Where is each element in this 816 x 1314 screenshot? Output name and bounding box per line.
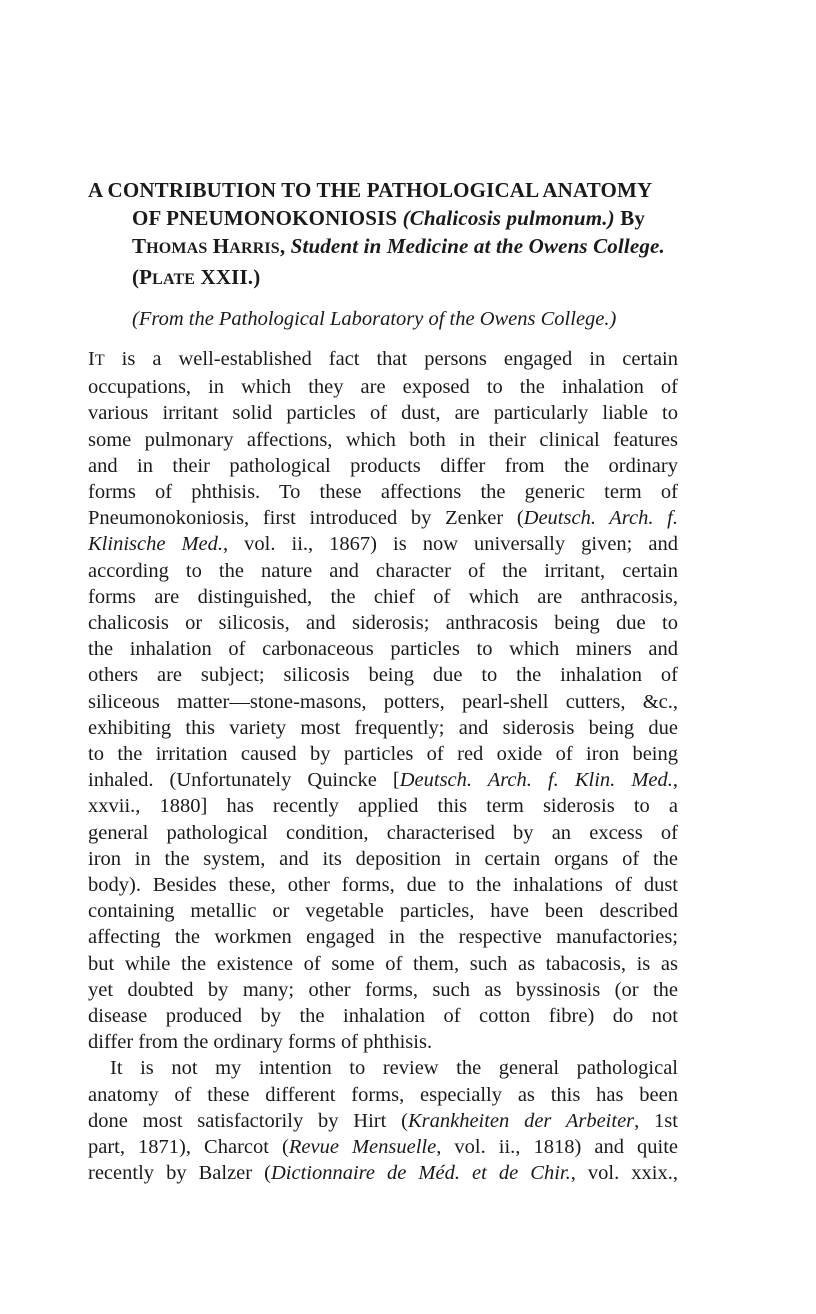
- citation-title: Deutsch. Arch. f.: [523, 507, 678, 530]
- title-latin-name: (Chalicosis pulmonum.): [402, 206, 615, 230]
- paragraph-2: [88, 1055, 678, 1186]
- citation-title: Dictionnaire de Méd. et de Chir.: [270, 1162, 571, 1185]
- line-text: , vol. ii., 1818) and quite: [436, 1136, 678, 1159]
- text-line: affecting the workmen engaged in the respective manufactories;: [88, 926, 678, 949]
- text-line: [88, 1160, 678, 1186]
- text-line: forms of phthisis. To these affections the generic term of: [88, 481, 678, 504]
- text-line: various irritant solid particles of dust, are particularly liable to: [88, 402, 678, 425]
- plate-number: XXII.): [200, 265, 261, 289]
- citation-title: Krankheiten der Arbeiter: [407, 1109, 635, 1132]
- text-line: It is not my intention to review the general pathological: [110, 1057, 678, 1080]
- text-line: differ from the ordinary forms of phthisis.: [88, 1031, 433, 1054]
- citation-title: Deutsch. Arch. f. Klin. Med.: [399, 769, 673, 792]
- line-text: recently by Balzer (: [88, 1162, 271, 1185]
- text-line: [88, 531, 678, 557]
- text-line: [88, 346, 678, 374]
- text-line: yet doubted by many; other forms, such as byssinosis (or the: [88, 978, 678, 1001]
- text-line: anatomy of these different forms, especially as this has been: [88, 1083, 678, 1106]
- author-first-initial: T: [132, 234, 147, 258]
- text-line: [88, 505, 678, 531]
- text-line: exhibiting this variety most frequently; and siderosis being due: [88, 716, 678, 739]
- author-last-initial: H: [212, 234, 230, 258]
- body-text: [88, 346, 678, 1187]
- title-by: By: [620, 206, 645, 230]
- text-line: siliceous matter—stone-masons, potters, pearl-shell cutters, &c.,: [88, 690, 678, 713]
- text-line: according to the nature and character of the irritant, certain: [88, 559, 678, 582]
- plate-initial: (P: [132, 265, 153, 289]
- author-first-rest: HOMAS: [146, 240, 208, 257]
- title-line-1: A CONTRIBUTION TO THE PATHOLOGICAL ANATOMY: [88, 178, 653, 202]
- text-line: to the irritation caused by particles of red oxide of iron being: [88, 743, 678, 766]
- title-subject: OF PNEUMONOKONIOSIS: [132, 206, 398, 230]
- text-line: some pulmonary affections, which both in their clinical features: [88, 428, 678, 451]
- dropcap-initial: I: [88, 348, 95, 370]
- plate-word: LATE: [152, 271, 196, 288]
- line-text: inhaled. (Unfortunately Quincke [: [88, 769, 400, 792]
- line-text: , vol. xxix.,: [570, 1162, 678, 1185]
- text-line: containing metallic or vegetable particles, have been described: [88, 900, 678, 923]
- text-line: [88, 1134, 678, 1160]
- text-line: forms are distinguished, the chief of which are anthracosis,: [88, 585, 678, 608]
- text-line: occupations, in which they are exposed to the inhalation of: [88, 376, 678, 399]
- citation-title: Klinische Med.: [88, 533, 224, 556]
- line-text: ,: [672, 769, 678, 792]
- line-text: done most satisfactorily by Hirt (: [88, 1109, 408, 1132]
- text-line: but while the existence of some of them, such as tabacosis, is as: [88, 952, 678, 975]
- author-name: THOMAS HARRIS,: [132, 234, 286, 258]
- line-text: Pneumonokoniosis, first introduced by Zenker (: [88, 507, 524, 530]
- text-line: iron in the system, and its deposition in certain organs of the: [88, 847, 678, 870]
- text-line: others are subject; silicosis being due to the inhalation of: [88, 664, 678, 687]
- text-line: body). Besides these, other forms, due to the inhalations of dust: [88, 874, 678, 897]
- text-line: xxvii., 1880] has recently applied this term siderosis to a: [88, 795, 678, 818]
- line-text: part, 1871), Charcot (: [88, 1136, 289, 1159]
- title-line-2: [88, 204, 678, 232]
- article-title: [88, 176, 678, 294]
- text-line: chalicosis or silicosis, and siderosis; anthracosis being due to: [88, 612, 678, 635]
- page: [88, 176, 678, 1187]
- source-line: (From the Pathological Laboratory of the Owens College.): [132, 308, 617, 330]
- text-line: and in their pathological products differ from the ordinary: [88, 454, 678, 477]
- text-line: [88, 767, 678, 793]
- line-text: , vol. ii., 1867) is now universally given; and: [223, 533, 678, 556]
- paragraph-1: [88, 346, 678, 1055]
- plate-reference: [88, 263, 678, 294]
- author-last-rest: ARRIS: [229, 240, 280, 257]
- line-text: , 1st: [634, 1109, 678, 1132]
- text-line: disease produced by the inhalation of cotton fibre) do not: [88, 1005, 678, 1028]
- author-line: [88, 232, 678, 263]
- text-line: the inhalation of carbonaceous particles to which miners and: [88, 638, 678, 661]
- text-line: general pathological condition, characterised by an excess of: [88, 821, 678, 844]
- citation-title: Revue Mensuelle: [288, 1136, 437, 1159]
- text-line: [88, 1108, 678, 1134]
- line-text: is a well-established fact that persons engaged in certain: [121, 348, 678, 370]
- dropcap-rest: T: [94, 352, 105, 369]
- author-affiliation: Student in Medicine at the Owens College.: [290, 234, 665, 258]
